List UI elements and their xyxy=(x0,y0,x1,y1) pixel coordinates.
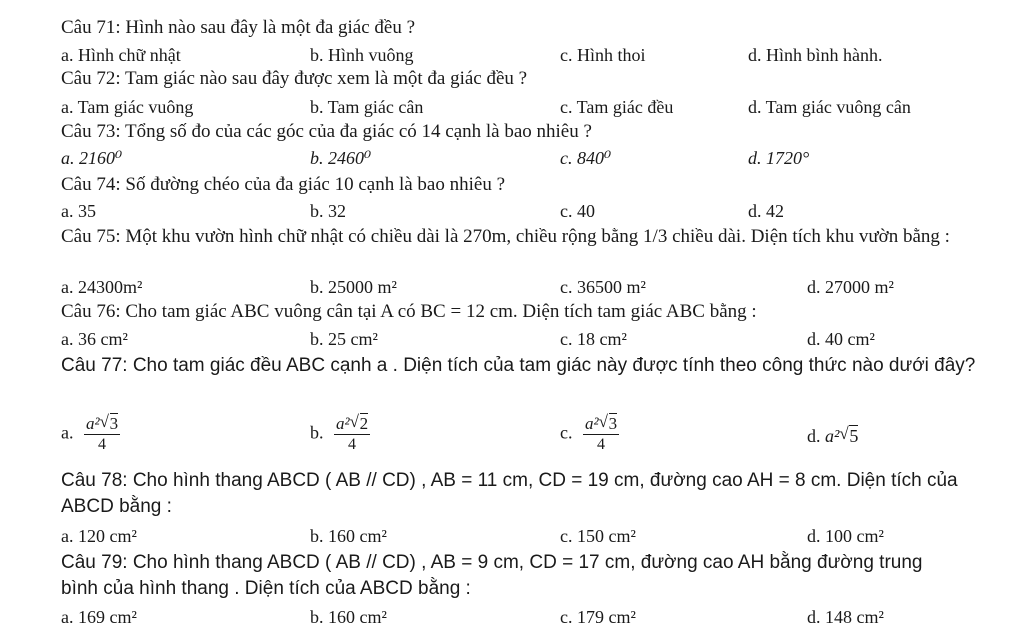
option-78-b: b. 160 cm² xyxy=(310,526,387,546)
option-78-a: a. 120 cm² xyxy=(61,526,137,546)
option-75-d: d. 27000 m² xyxy=(807,277,894,297)
option-77-c xyxy=(560,414,619,455)
option-74-a: a. 35 xyxy=(61,201,96,221)
question-75: Câu 75: Một khu vườn hình chữ nhật có chiều dài là 270m, chiều rộng bằng 1/3 chiều dài. Diện tích khu vườn bằng : xyxy=(61,226,950,247)
sqrt-symbol xyxy=(839,426,858,447)
formula-77-a xyxy=(84,414,120,455)
formula-77-c-den: 4 xyxy=(597,436,606,453)
sqrt-symbol xyxy=(350,414,369,434)
option-72-d: d. Tam giác vuông cân xyxy=(748,97,911,117)
formula-77-d-root: 5 xyxy=(849,426,859,446)
option-79-b: b. 160 cm² xyxy=(310,607,387,627)
option-79-c: c. 179 cm² xyxy=(560,607,636,627)
option-77-d-label: d. xyxy=(807,426,821,446)
option-75-a: a. 24300m² xyxy=(61,277,143,297)
formula-77-a-root: 3 xyxy=(109,414,119,433)
formula-77-b xyxy=(334,414,370,455)
formula-77-b-den: 4 xyxy=(348,436,357,453)
question-77: Câu 77: Cho tam giác đều ABC cạnh a . Diện tích của tam giác này được tính theo công thức nào dưới đây? xyxy=(61,355,976,376)
option-71-b: b. Hình vuông xyxy=(310,45,414,65)
option-77-a xyxy=(61,414,120,455)
option-77-b-label: b. xyxy=(310,422,324,443)
option-73-c: c. 840⁰ xyxy=(560,148,612,168)
option-73-a: a. 2160⁰ xyxy=(61,148,123,168)
option-78-d: d. 100 cm² xyxy=(807,526,884,546)
formula-77-d-text: a² xyxy=(825,426,840,446)
question-73: Câu 73: Tổng số đo của các góc của đa giác có 14 cạnh là bao nhiêu ? xyxy=(61,121,592,142)
option-79-d: d. 148 cm² xyxy=(807,607,884,627)
option-73-d: d. 1720° xyxy=(748,148,810,168)
formula-77-a-den: 4 xyxy=(98,436,107,453)
question-76: Câu 76: Cho tam giác ABC vuông cân tại A có BC = 12 cm. Diện tích tam giác ABC bằng : xyxy=(61,301,757,322)
sqrt-symbol xyxy=(599,414,618,434)
option-74-b: b. 32 xyxy=(310,201,346,221)
option-71-a: a. Hình chữ nhật xyxy=(61,45,181,65)
formula-77-c-num: a² xyxy=(585,414,599,433)
option-73-b: b. 2460⁰ xyxy=(310,148,372,168)
option-76-b: b. 25 cm² xyxy=(310,329,378,349)
option-76-c: c. 18 cm² xyxy=(560,329,627,349)
option-72-c: c. Tam giác đều xyxy=(560,97,674,117)
option-77-d xyxy=(807,426,858,447)
option-71-c: c. Hình thoi xyxy=(560,45,646,65)
sqrt-symbol xyxy=(100,414,119,434)
option-74-c: c. 40 xyxy=(560,201,595,221)
option-77-a-label: a. xyxy=(61,422,74,443)
option-77-b xyxy=(310,414,370,455)
option-72-a: a. Tam giác vuông xyxy=(61,97,194,117)
option-79-a: a. 169 cm² xyxy=(61,607,137,627)
question-78: Câu 78: Cho hình thang ABCD ( AB // CD) , AB = 11 cm, CD = 19 cm, đường cao AH = 8 cm. Diện tích của ABCD bằng : xyxy=(61,470,958,517)
option-75-c: c. 36500 m² xyxy=(560,277,646,297)
formula-77-a-num: a² xyxy=(86,414,100,433)
formula-77-c xyxy=(583,414,619,455)
formula-77-b-num: a² xyxy=(336,414,350,433)
formula-77-c-root: 3 xyxy=(608,414,618,433)
option-78-c: c. 150 cm² xyxy=(560,526,636,546)
option-77-c-label: c. xyxy=(560,422,573,443)
formula-77-b-root: 2 xyxy=(359,414,369,433)
option-76-a: a. 36 cm² xyxy=(61,329,128,349)
option-72-b: b. Tam giác cân xyxy=(310,97,424,117)
question-79: Câu 79: Cho hình thang ABCD ( AB // CD) , AB = 9 cm, CD = 17 cm, đường cao AH bằng đường trung bình của hình thang . Diện tích của ABCD bằng : xyxy=(61,552,923,599)
option-71-d: d. Hình bình hành. xyxy=(748,45,883,65)
question-74: Câu 74: Số đường chéo của đa giác 10 cạnh là bao nhiêu ? xyxy=(61,174,506,195)
option-75-b: b. 25000 m² xyxy=(310,277,397,297)
option-76-d: d. 40 cm² xyxy=(807,329,875,349)
option-74-d: d. 42 xyxy=(748,201,784,221)
question-71: Câu 71: Hình nào sau đây là một đa giác đều ? xyxy=(61,17,416,38)
question-72: Câu 72: Tam giác nào sau đây được xem là một đa giác đều ? xyxy=(61,68,528,89)
